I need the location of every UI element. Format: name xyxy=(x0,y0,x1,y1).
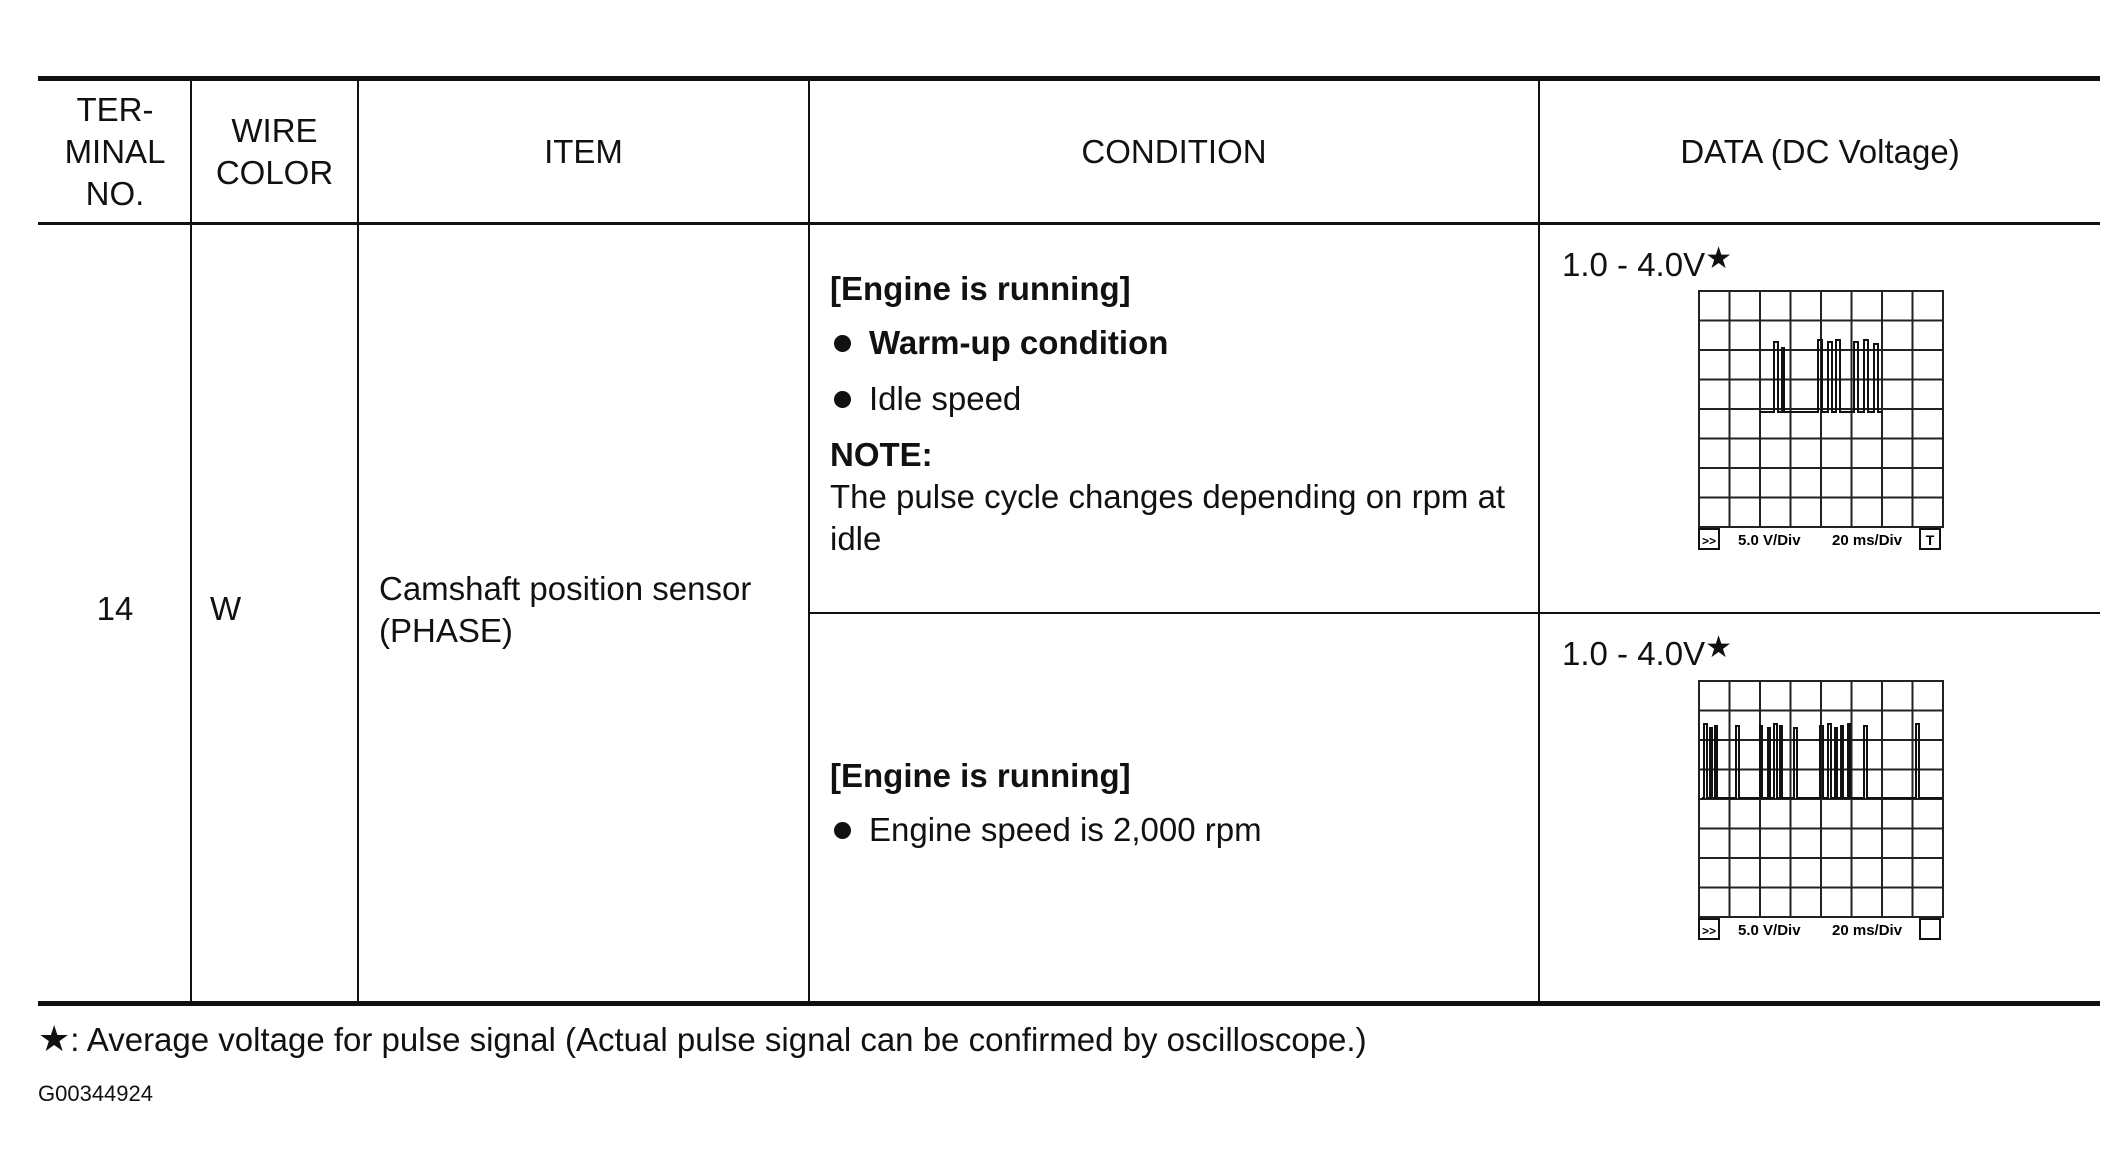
oscilloscope-waveform xyxy=(1698,680,1944,942)
scope-volts-per-div: 5.0 V/Div xyxy=(1738,532,1801,549)
scope-volts-per-div: 5.0 V/Div xyxy=(1738,922,1801,939)
scope-marker: T xyxy=(1925,532,1935,548)
data-voltage: 1.0 - 4.0V xyxy=(1562,246,1706,283)
condition-bullet xyxy=(830,322,1168,364)
condition-heading: [Engine is running] xyxy=(830,270,1131,307)
header-wire-color: WIRE COLOR xyxy=(215,112,334,191)
bullet-text: Idle speed xyxy=(869,380,1022,417)
bullet-icon xyxy=(834,822,851,839)
scope-time-per-div: 20 ms/Div xyxy=(1832,532,1903,549)
condition-bullet xyxy=(830,809,1262,851)
scope-time-per-div: 20 ms/Div xyxy=(1832,922,1903,939)
data-value xyxy=(1562,627,1732,675)
item-name-qualifier: (PHASE) xyxy=(379,612,513,649)
table-bottom-rule xyxy=(38,1001,2100,1006)
header-data: DATA (DC Voltage) xyxy=(1680,133,1960,170)
star-icon: ★ xyxy=(1705,242,1732,275)
footnote xyxy=(38,1018,1367,1061)
note-label: NOTE: xyxy=(830,436,933,473)
wire-color: W xyxy=(210,590,242,627)
star-icon: ★ xyxy=(38,1018,71,1059)
row-divider xyxy=(808,612,2100,614)
note-text: The pulse cycle changes depending on rpm at xyxy=(830,478,1506,515)
condition-heading: [Engine is running] xyxy=(830,757,1131,794)
data-voltage: 1.0 - 4.0V xyxy=(1562,635,1706,672)
scope-trigger-glyph: >> xyxy=(1701,924,1717,938)
scope-marker-box xyxy=(1920,919,1940,939)
figure-id: G00344924 xyxy=(38,1081,153,1106)
terminal-number: 14 xyxy=(96,590,134,627)
scope-trace xyxy=(1760,340,1882,412)
oscilloscope-waveform xyxy=(1698,290,1944,552)
bullet-icon xyxy=(834,335,851,352)
scope-trigger-glyph: >> xyxy=(1701,534,1717,548)
item-name: Camshaft position sensor xyxy=(379,570,752,607)
bullet-icon xyxy=(834,391,851,408)
header-condition: CONDITION xyxy=(1081,133,1267,170)
condition-bullet xyxy=(830,378,1021,420)
bullet-text: Warm-up condition xyxy=(869,324,1169,361)
note-text: idle xyxy=(830,520,882,557)
table-header-rule xyxy=(38,222,2100,225)
footnote-text: : Average voltage for pulse signal (Actual pulse signal can be confirmed by oscilloscope.) xyxy=(70,1021,1367,1058)
bullet-text: Engine speed is 2,000 rpm xyxy=(869,811,1262,848)
header-terminal-no: TER- MINAL NO. xyxy=(64,91,166,212)
scope-trace xyxy=(1702,724,1942,798)
header-item: ITEM xyxy=(544,133,623,170)
data-value xyxy=(1562,238,1732,286)
table-top-rule xyxy=(38,76,2100,81)
star-icon: ★ xyxy=(1705,631,1732,664)
